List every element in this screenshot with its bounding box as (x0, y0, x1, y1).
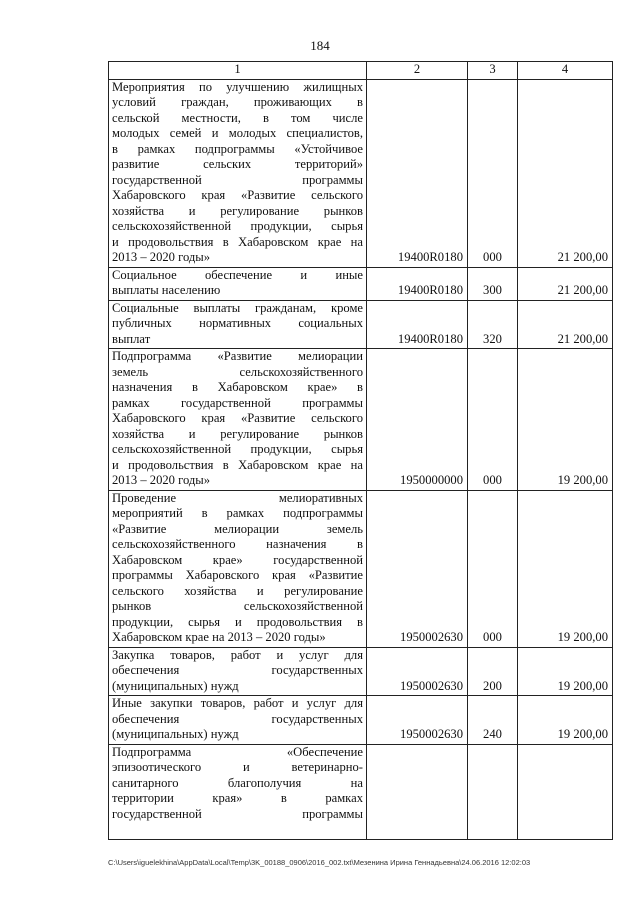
row-type: 300 (468, 267, 518, 300)
row-type: 200 (468, 647, 518, 696)
description-line: «Развитие мелиорации земель (112, 521, 363, 536)
row-code: 19400R0180 (367, 267, 468, 300)
row-description (109, 490, 367, 647)
description-line: рамках государственной программы (112, 395, 363, 410)
description-line: Мероприятия по улучшению жилищных (112, 79, 363, 94)
description-line: Хабаровского края «Развитие сельского (112, 411, 363, 425)
row-description (109, 267, 367, 300)
description-line: земель сельскохозяйственного (112, 364, 363, 379)
description-line: и продовольствия в Хабаровском крае на (112, 457, 363, 472)
table-row (109, 267, 613, 300)
table-row (109, 349, 613, 491)
description-line: Подпрограмма «Развитие мелиорации (112, 349, 363, 363)
column-header: 3 (468, 62, 518, 80)
row-code: 1950000000 (367, 349, 468, 491)
row-amount: 19 200,00 (518, 696, 613, 745)
row-type: 240 (468, 696, 518, 745)
table-row (109, 79, 613, 267)
row-description (109, 79, 367, 267)
description-line: условий граждан, проживающих в (112, 95, 363, 109)
description-line: мероприятий в рамках подпрограммы (112, 506, 363, 520)
description-last-line: выплат (112, 331, 151, 346)
row-type: 000 (468, 79, 518, 267)
description-line: Проведение мелиоративных (112, 490, 363, 505)
table-row (109, 647, 613, 696)
description-line: развитие сельских территорий» (112, 157, 363, 171)
description-line: государственной программы (112, 806, 363, 821)
description-last-line: выплаты населению (112, 283, 221, 297)
table-row (109, 744, 613, 839)
description-line: продукции, сырья и продовольствия в (112, 614, 363, 629)
row-amount: 19 200,00 (518, 647, 613, 696)
row-amount: 19 200,00 (518, 349, 613, 491)
row-code: 1950002630 (367, 696, 468, 745)
description-line: молодых семей и молодых специалистов, (112, 126, 363, 140)
row-code: 1950002630 (367, 647, 468, 696)
description-line: обеспечения государственных (112, 663, 363, 677)
row-type: 000 (468, 349, 518, 491)
description-last-line: (муниципальных) нужд (112, 727, 239, 741)
description-line: сельскохозяйственного назначения в (112, 537, 363, 551)
description-line: государственной программы (112, 172, 363, 187)
description-line: сельскохозяйственной продукции, сырья (112, 219, 363, 233)
description-line: хозяйства и регулирование рынков (112, 203, 363, 218)
table-row (109, 300, 613, 349)
description-line: рынков сельскохозяйственной (112, 599, 363, 613)
column-header: 1 (109, 62, 367, 80)
description-line: сельскохозяйственной продукции, сырья (112, 442, 363, 456)
row-type (468, 744, 518, 839)
description-line: и продовольствия в Хабаровском крае на (112, 234, 363, 249)
description-line: Хабаровском крае» государственной (112, 552, 363, 567)
description-line: обеспечения государственных (112, 711, 363, 726)
description-line: сельского хозяйства и регулирование (112, 583, 363, 598)
file-path-footer: C:\Users\iguelekhina\AppData\Local\Temp\3K_00188_0906\2016_002.txt\Мезенина Ирина Геннадьевна\24.06.2016 12:02:03 (108, 858, 531, 867)
row-amount: 21 200,00 (518, 79, 613, 267)
description-line: сельской местности, в том числе (112, 110, 363, 125)
description-line: Социальные выплаты гражданам, кроме (112, 300, 363, 315)
table-row (109, 490, 613, 647)
row-description (109, 349, 367, 491)
row-description (109, 300, 367, 349)
description-line: территории края» в рамках (112, 791, 363, 805)
description-last-line: 2013 – 2020 годы» (112, 250, 211, 264)
description-last-line (112, 822, 363, 838)
column-header: 4 (518, 62, 613, 80)
row-amount: 19 200,00 (518, 490, 613, 647)
description-last-line: Хабаровском крае на 2013 – 2020 годы» (112, 630, 326, 644)
row-type: 320 (468, 300, 518, 349)
row-description (109, 744, 367, 839)
description-line: хозяйства и регулирование рынков (112, 426, 363, 441)
row-code: 19400R0180 (367, 300, 468, 349)
description-line: эпизоотического и ветеринарно- (112, 760, 363, 774)
row-amount (518, 744, 613, 839)
table-header-row (109, 62, 613, 80)
page-number: 184 (310, 38, 330, 53)
description-last-line: 2013 – 2020 годы» (112, 473, 211, 487)
description-line: Закупка товаров, работ и услуг для (112, 647, 363, 662)
row-code (367, 744, 468, 839)
row-type: 000 (468, 490, 518, 647)
row-description (109, 696, 367, 745)
description-line: Подпрограмма «Обеспечение (112, 744, 363, 759)
budget-table (108, 61, 613, 840)
row-amount: 21 200,00 (518, 267, 613, 300)
column-header: 2 (367, 62, 468, 80)
description-line: Иные закупки товаров, работ и услуг для (112, 696, 363, 710)
description-line: Социальное обеспечение и иные (112, 267, 363, 282)
description-line: программы Хабаровского края «Развитие (112, 568, 363, 582)
description-line: санитарного благополучия на (112, 775, 363, 790)
row-code: 19400R0180 (367, 79, 468, 267)
row-amount: 21 200,00 (518, 300, 613, 349)
description-line: публичных нормативных социальных (112, 316, 363, 330)
description-line: Хабаровского края «Развитие сельского (112, 188, 363, 202)
description-line: в рамках подпрограммы «Устойчивое (112, 141, 363, 156)
row-code: 1950002630 (367, 490, 468, 647)
table-row (109, 696, 613, 745)
description-line: назначения в Хабаровском крае» в (112, 380, 363, 394)
row-description (109, 647, 367, 696)
description-last-line: (муниципальных) нужд (112, 678, 239, 693)
